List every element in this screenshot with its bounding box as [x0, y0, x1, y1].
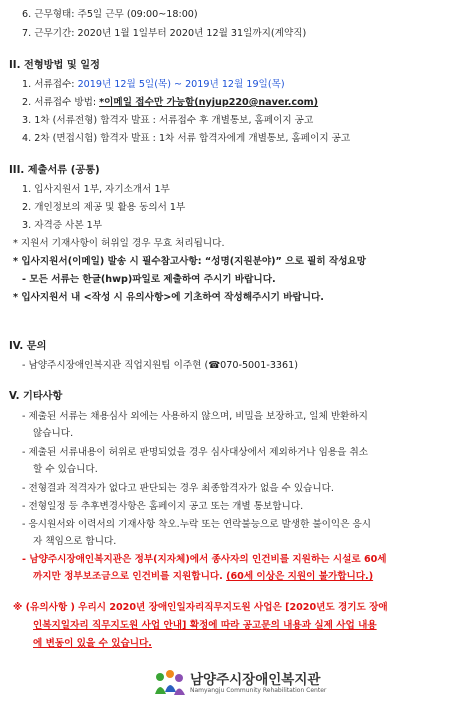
center-logo	[152, 668, 327, 700]
misc-item-6b	[33, 570, 451, 583]
second-round-announcement: 4. 2차 (면접시험) 합격자 발표 : 1차 서류 합격자에게 개별통보, 홈페이지 공고	[22, 133, 351, 144]
application-method-line	[22, 96, 451, 109]
section-title-selection: II. 전형방법 및 일정	[9, 60, 100, 71]
misc-item-1b: 않습니다.	[33, 428, 74, 439]
center-logo-name: 남양주시장애인복지관	[190, 672, 321, 688]
application-method-label: 2. 서류접수 방법:	[22, 97, 100, 108]
application-period-dates: 2019년 12월 5일(목) ~ 2019년 12월 19일(목)	[77, 79, 285, 90]
section-title-documents: III. 제출서류 (공통)	[9, 165, 100, 176]
misc-item-4: - 전형일정 등 추후변경사항은 홈페이지 공고 또는 개별 통보합니다.	[22, 501, 304, 512]
section-title-inquiry: IV. 문의	[9, 341, 47, 352]
application-period-label: 1. 서류접수:	[22, 79, 78, 90]
first-round-announcement: 3. 1차 (서류전형) 합격자 발표 : 서류접수 후 개별통보, 홈페이지 공고	[22, 115, 314, 126]
notice-line-3: 에 변동이 있을 수 있습니다.	[33, 638, 152, 649]
doc-item-3: 3. 자격증 사본 1부	[22, 220, 103, 231]
notice-line-2: 인복지일자리 직무지도원 사업 안내] 확정에 따라 공고문의 내용과 실제 사업 내용	[33, 620, 377, 631]
center-logo-mark-icon	[152, 668, 186, 698]
doc-note-false-info: * 지원서 기재사항이 허위일 경우 무효 처리됩니다.	[13, 238, 225, 249]
misc-item-3: - 전형결과 적격자가 없다고 판단되는 경우 최종합격자가 없을 수 있습니다.	[22, 483, 334, 494]
misc-item-6b-text: 까지만 정부보조금으로 인건비를 지원합니다.	[33, 571, 227, 582]
doc-note-email-title: * 입사지원서(이메일) 발송 시 필수참고사항: “성명(지원분야)” 으로 필히 작성요망	[13, 256, 367, 267]
application-method-value: *이메일 접수만 가능함(nyjup220@naver.com)	[99, 97, 319, 108]
doc-item-1: 1. 입사지원서 1부, 자기소개서 1부	[22, 184, 170, 195]
doc-note-guidelines: * 입사지원서 내 <작성 시 유의사항>에 기초하여 작성해주시기 바랍니다.	[13, 292, 324, 303]
misc-item-5b: 자 책임으로 합니다.	[33, 536, 117, 547]
misc-item-6a: - 남양주시장애인복지관은 정부(지자체)에서 종사자의 인건비를 지원하는 시설로 60세	[22, 554, 387, 565]
misc-item-2a: - 제출된 서류내용이 허위로 판명되었을 경우 심사대상에서 제외하거나 임용을 취소	[22, 447, 369, 458]
doc-item-2: 2. 개인정보의 제공 및 활용 동의서 1부	[22, 202, 186, 213]
application-period-line	[22, 78, 451, 91]
notice-line-1: ※ (유의사항 ) 우리시 2020년 장애인일자리직무지도원 사업은 [2020년도 경기도 장애	[13, 602, 388, 613]
work-type-line: 6. 근무형태: 주5일 근무 (09:00~18:00)	[22, 9, 198, 20]
misc-item-5a: - 응시원서와 이력서의 기재사항 착오.누락 또는 연락불능으로 발생한 불이익은 응시	[22, 519, 372, 530]
misc-item-2b: 할 수 있습니다.	[33, 464, 98, 475]
center-logo-name-en: Namyangju Community Rehabilitation Center	[190, 687, 327, 694]
inquiry-contact: - 남양주시장애인복지관 직업지원팀 이주현 (☎070-5001-3361)	[22, 360, 298, 371]
misc-item-6c: (60세 이상은 지원이 불가합니다.)	[226, 571, 374, 582]
section-title-misc: V. 기타사항	[9, 391, 63, 402]
work-period-line: 7. 근무기간: 2020년 1월 1일부터 2020년 12월 31일까지(계약직)	[22, 28, 307, 39]
doc-note-hwp: - 모든 서류는 한글(hwp)파일로 제출하여 주시기 바랍니다.	[22, 274, 276, 285]
misc-item-1a: - 제출된 서류는 채용심사 외에는 사용하지 않으며, 비밀을 보장하고, 일체 반환하지	[22, 411, 368, 422]
